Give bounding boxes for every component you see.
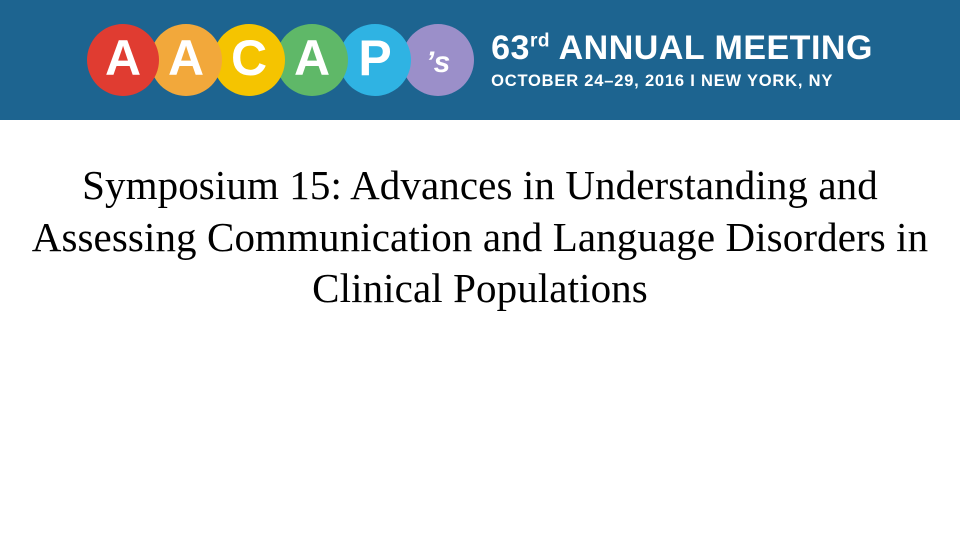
logo-circle-p-letter: P <box>358 30 392 86</box>
logo-circle-p <box>339 24 411 96</box>
aacap-logo <box>87 24 873 96</box>
logo-circle-a3 <box>276 24 348 96</box>
meeting-ordinal-suffix: rd <box>529 30 550 52</box>
logo-circle-c-letter: C <box>231 30 268 86</box>
meeting-headline <box>491 28 873 67</box>
logo-letter-circles <box>87 24 465 96</box>
aacap-header-banner <box>0 0 960 120</box>
meeting-title: ANNUAL MEETING <box>558 28 873 67</box>
logo-circle-a2-letter: A <box>168 30 205 86</box>
logo-circle-a1-letter: A <box>105 30 142 86</box>
title-area <box>30 160 930 315</box>
meeting-info <box>491 28 873 90</box>
page-title: Symposium 15: Advances in Understanding and Assessing Communication and Language Disorders in Clinical Populations <box>31 162 929 312</box>
logo-circle-c <box>213 24 285 96</box>
meeting-date-location: OCTOBER 24–29, 2016 I NEW YORK, NY <box>491 71 834 90</box>
logo-circle-a2 <box>150 24 222 96</box>
logo-circle-a3-letter: A <box>294 30 331 86</box>
logo-circle-s-letter: ’s <box>425 46 451 79</box>
logo-circle-a1 <box>87 24 159 96</box>
meeting-number: 63 <box>491 28 530 67</box>
logo-circle-s <box>402 24 474 96</box>
